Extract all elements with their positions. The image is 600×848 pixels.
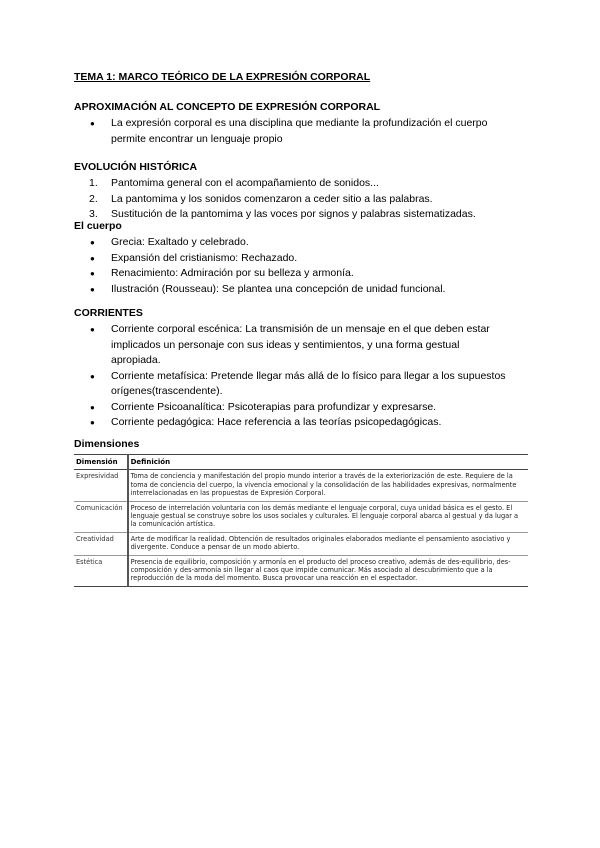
column-header-definicion: Definición bbox=[128, 455, 528, 470]
dimension-name: Estética bbox=[74, 555, 128, 586]
bullet-icon: ● bbox=[90, 418, 95, 427]
list-item: ● Renacimiento: Admiración por su belleza y armonía. bbox=[74, 266, 534, 282]
list-item: ● La expresión corporal es una disciplina que mediante la profundización el cuerpo permite encontrar un lenguaje propio bbox=[90, 117, 488, 145]
list-item: ● Corriente pedagógica: Hace referencia a las teorías psicopedagógicas. bbox=[74, 415, 544, 431]
dimension-definition: Presencia de equilibrio, composición y armonía en el producto del proceso creativo, además de des-equilibrio, des-composición y des-armonía sin llegar al caos que impide comunicar. Más asociado al descubrimiento que a la reproducción de la moda del momento. Busca provocar una reacción en el espectador. bbox=[128, 555, 528, 586]
list-item: ● Corriente metafísica: Pretende llegar más allá de lo físico para llegar a los supuestos orígenes(trascendente). bbox=[90, 369, 506, 397]
bullet-icon: ● bbox=[90, 253, 95, 263]
list-item: ● Expansión del cristianismo: Rechazado. bbox=[74, 251, 534, 267]
list-aproximacion bbox=[74, 116, 534, 147]
document-title: TEMA 1: MARCO TEÓRICO DE LA EXPRESIÓN CORPORAL bbox=[74, 71, 371, 83]
bullet-icon: ● bbox=[90, 119, 95, 128]
list-item: 2. La pantomima y los sonidos comenzaron a ceder sitio a las palabras. bbox=[74, 192, 534, 208]
bullet-icon: ● bbox=[90, 269, 95, 278]
heading-cuerpo: El cuerpo bbox=[74, 220, 122, 232]
heading-aproximacion: APROXIMACIÓN AL CONCEPTO DE EXPRESIÓN CORPORAL bbox=[74, 101, 381, 113]
heading-corrientes: CORRIENTES bbox=[74, 307, 143, 319]
list-item: ● Corriente corporal escénica: La transmisión de un mensaje en el que deben estar implicados un personaje con sus ideas y sentimientos, y una forma gestual apropiada. bbox=[90, 323, 490, 366]
table-row bbox=[74, 501, 528, 532]
list-number: 2. bbox=[89, 192, 98, 205]
bullet-icon: ● bbox=[90, 402, 95, 412]
dimension-name: Creatividad bbox=[74, 532, 128, 555]
list-corrientes bbox=[74, 322, 544, 431]
bullet-icon: ● bbox=[90, 284, 95, 294]
bullet-icon: ● bbox=[90, 238, 95, 247]
dimension-definition: Arte de modificar la realidad. Obtención de resultados originales elaborados mediante el pensamiento asociativo y divergente. Conduce a pensar de un modo abierto. bbox=[128, 532, 528, 555]
column-header-dimension: Dimensión bbox=[74, 455, 128, 470]
list-item: 3. Sustitución de la pantomima y las voces por signos y palabras sistematizadas. bbox=[74, 207, 534, 223]
dimensiones-table bbox=[74, 454, 528, 587]
list-number: 3. bbox=[89, 208, 98, 220]
dimension-name: Expresividad bbox=[74, 470, 128, 501]
bullet-icon: ● bbox=[90, 371, 95, 381]
list-number: 1. bbox=[89, 177, 98, 189]
heading-evolucion: EVOLUCIÓN HISTÓRICA bbox=[74, 161, 198, 173]
list-cuerpo bbox=[74, 235, 534, 297]
heading-dimensiones: Dimensiones bbox=[74, 438, 140, 450]
list-item: ● Grecia: Exaltado y celebrado. bbox=[74, 235, 534, 251]
list-evolucion bbox=[74, 176, 534, 223]
bullet-icon: ● bbox=[90, 325, 95, 334]
dimension-definition: Proceso de interrelación voluntaria con los demás mediante el lenguaje corporal, cuya unidad básica es el gesto. El lenguaje gestual se construye sobre los usos sociales y culturales. El lenguaje corporal abarca al gestual y da lugar a la comunicación artística. bbox=[128, 501, 528, 532]
table-row bbox=[74, 470, 528, 501]
table-header-row bbox=[74, 455, 528, 470]
list-item: ● Ilustración (Rousseau): Se plantea una concepción de unidad funcional. bbox=[74, 282, 534, 298]
list-item: ● Corriente Psicoanalítica: Psicoterapias para profundizar y expresarse. bbox=[74, 400, 544, 416]
dimension-name: Comunicación bbox=[74, 501, 128, 532]
table-row bbox=[74, 555, 528, 586]
list-item: 1. Pantomima general con el acompañamiento de sonidos... bbox=[74, 176, 534, 192]
table-row bbox=[74, 532, 528, 555]
dimension-definition: Toma de conciencia y manifestación del propio mundo interior a través de la exteriorización de este. Requiere de la toma de conciencia del cuerpo, la vivencia emocional y la consolidación de las habilidades expresivas, normalmente interrelacionadas en las propuestas de Expresión Corporal. bbox=[128, 470, 528, 501]
